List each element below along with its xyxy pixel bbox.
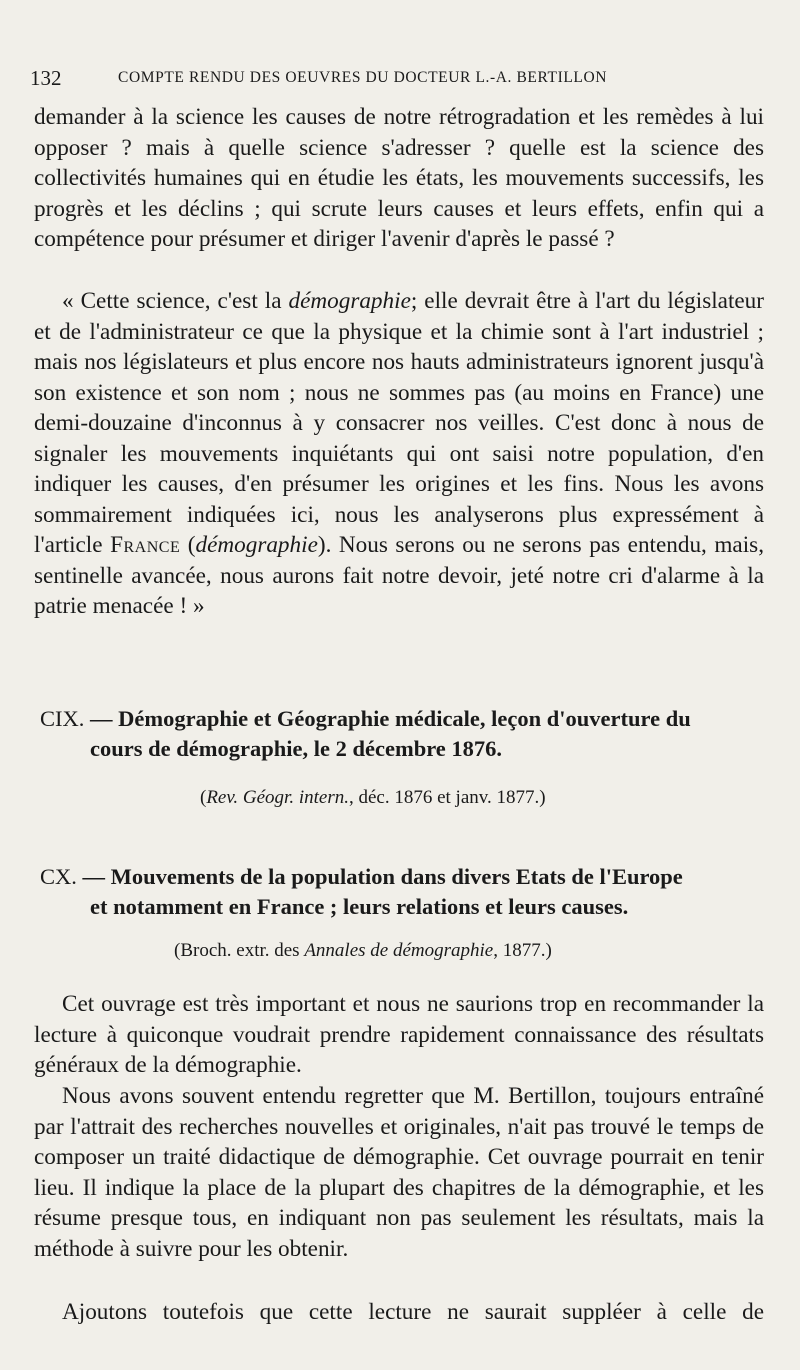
text-run-italic: démographie (288, 288, 411, 314)
source-text: , 1877.) (493, 940, 552, 961)
entry-title-line1: — Mouvements de la population dans divers Etats de l'Europe (82, 864, 683, 889)
paragraph-continuation: demander à la science les causes de notre rétrogradation et les remèdes à lui opposer ? mais à quelle science s'adresser ? quelle est la science des collectivités humaines qui en étudie les états, les mouvements successifs, les progrès et les déclins ; qui scrute leurs causes et leurs effets, enfin qui a compétence pour présumer et diriger l'avenir d'après le passé ? (34, 104, 764, 252)
source-text: , déc. 1876 et janv. 1877.) (348, 787, 546, 808)
entry-title-line2: et notamment en France ; leurs relations et leurs causes. (90, 894, 629, 919)
entry-source-cx (174, 939, 552, 963)
review-paragraph-2: Nous avons souvent entendu regretter que M. Bertillon, toujours entraîné par l'attrait des recherches nouvelles et originales, n'ait pas trouvé le temps de composer un traité didactique de démographie. Cet ouvrage pourrait en tenir lieu. Il indique la place de la plupart des chapitres de la démographie, et les résume presque tous, en indiquant non pas seulement les résultats, mais la méthode à suivre pour les obtenir. (34, 1083, 764, 1262)
source-title: Annales de démographie (304, 940, 494, 961)
source-title: Rev. Géogr. intern. (206, 787, 349, 808)
text-run: « Cette science, c'est la (62, 288, 289, 314)
running-header (30, 66, 770, 92)
entry-heading-cix (40, 704, 768, 764)
entry-number: CX. (40, 864, 77, 889)
text-run: ). Nous serons ou ne serons pas entendu, mais, sentinelle avancée, nous aurons fait notre devoir, jeté notre cri d'alarme à la patrie menacée ! » (34, 532, 764, 619)
page-number: 132 (30, 66, 62, 90)
paragraph-quotation (34, 286, 764, 622)
entry-heading-cx (40, 862, 768, 922)
entry-source-cix (200, 786, 546, 810)
text-run: ; elle devrait être à l'art du législateur et de l'administrateur ce que la physique et la chimie sont à l'art industriel ; mais nos législateurs et plus encore nos hauts administrateurs ignorent jusqu'à son existence et son nom ; nous ne sommes pas (au moins en France) une demi-douzaine d'inconnus à y consacrer nos veilles. C'est donc à nous de signaler les mouvements inquiétants qui ont saisi notre population, d'en indiquer les causes, d'en présumer les origines et les fins. Nous les avons sommairement indiquées ici, nous les analyserons plus expressément à l'article (34, 288, 764, 558)
text-run-smallcaps: France (110, 532, 181, 558)
review-paragraph-1: Cet ouvrage est très important et nous ne saurions trop en recommander la lecture à quiconque voudrait prendre rapidement connaissance des résultats généraux de la démographie. (34, 991, 764, 1078)
source-text: (Broch. extr. des (174, 940, 305, 961)
source-text: ( (200, 787, 207, 808)
entry-number: CIX. (40, 706, 85, 731)
text-run: ( (180, 532, 196, 558)
running-title: COMPTE RENDU DES OEUVRES DU DOCTEUR L.-A. BERTILLON (118, 69, 608, 86)
text-run-italic: démographie (195, 532, 318, 558)
entry-title-line2: cours de démographie, le 2 décembre 1876. (90, 736, 503, 761)
review-paragraph-3: Ajoutons toutefois que cette lecture ne saurait suppléer à celle de (62, 1299, 764, 1325)
entry-title-line1: — Démographie et Géographie médicale, leçon d'ouverture du (90, 706, 691, 731)
